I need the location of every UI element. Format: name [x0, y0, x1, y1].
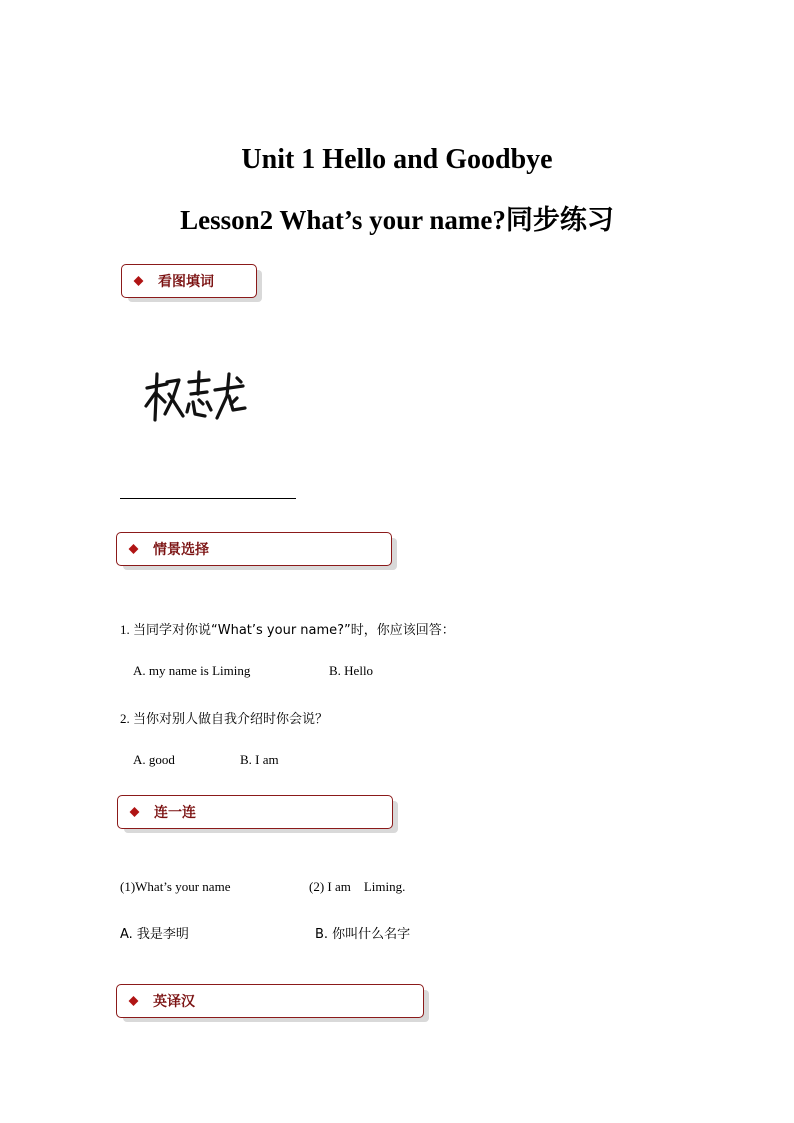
question-1 — [120, 619, 455, 638]
match-english-2[interactable]: (2) I am Liming. — [309, 879, 406, 894]
question-text: 当你对别人做自我介绍时你会说？ — [133, 712, 329, 727]
diamond-icon — [129, 544, 139, 554]
section-label: 情景选择 — [153, 542, 209, 558]
question-text: 当同学对你说“What’s your name?”时，你应该回答： — [133, 623, 455, 638]
section-label: 看图填词 — [158, 274, 214, 290]
section-header-picture-fill — [121, 264, 257, 298]
question-2 — [120, 708, 328, 727]
option-2b[interactable]: B. I am — [240, 752, 279, 767]
match-chinese-2[interactable]: B. 你叫什么名字 — [315, 927, 411, 942]
section-label: 英译汉 — [153, 994, 195, 1010]
section-label: 连一连 — [154, 805, 196, 821]
option-2a[interactable]: A. good — [133, 752, 175, 767]
section-header-matching — [117, 795, 393, 829]
option-1a[interactable]: A. my name is Liming — [133, 663, 251, 678]
signature-image — [143, 368, 249, 426]
page-title: Unit 1 Hello and Goodbye — [241, 144, 553, 175]
page-subtitle — [0, 198, 794, 237]
match-chinese-1[interactable]: A. 我是李明 — [120, 927, 189, 942]
match-english-1[interactable]: (1)What’s your name — [120, 879, 231, 894]
section-header-situation-choice — [116, 532, 392, 566]
question-number: 1. — [120, 622, 130, 637]
diamond-icon — [134, 276, 144, 286]
subtitle-english: Lesson2 What’s your name? — [180, 205, 506, 235]
answer-blank-line[interactable] — [120, 498, 296, 499]
diamond-icon — [129, 996, 139, 1006]
section-header-translate — [116, 984, 424, 1018]
diamond-icon — [130, 807, 140, 817]
subtitle-chinese: 同步练习 — [505, 205, 614, 236]
option-1b[interactable]: B. Hello — [329, 663, 374, 678]
question-number: 2. — [120, 711, 130, 726]
